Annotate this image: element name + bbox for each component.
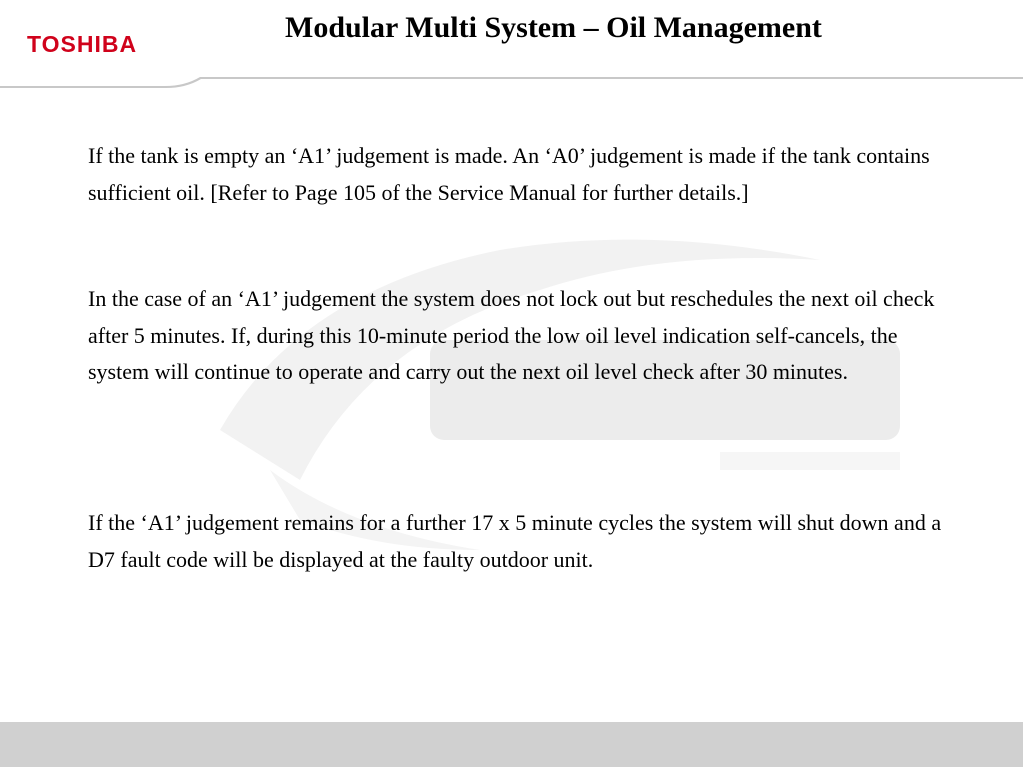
toshiba-logo: TOSHIBA	[27, 31, 138, 57]
page-title: Modular Multi System – Oil Management	[285, 11, 822, 44]
paragraph-d7-fault: If the ‘A1’ judgement remains for a further 17 x 5 minute cycles the system will shut down and a D7 fault code will be displayed at the faulty outdoor unit.	[88, 510, 942, 572]
paragraph-a1-reschedule: In the case of an ‘A1’ judgement the system does not lock out but reschedules the next oil check after 5 minutes. If, during this 10-minute period the low oil level indication self-cancels, the system will continue to operate and carry out the next oil level check after 30 minutes.	[88, 286, 935, 384]
footer-band	[0, 722, 1023, 767]
paragraph-tank-judgement: If the tank is empty an ‘A1’ judgement is made. An ‘A0’ judgement is made if the tank contains sufficient oil. [Refer to Page 105 of the Service Manual for further details.]	[88, 143, 930, 205]
